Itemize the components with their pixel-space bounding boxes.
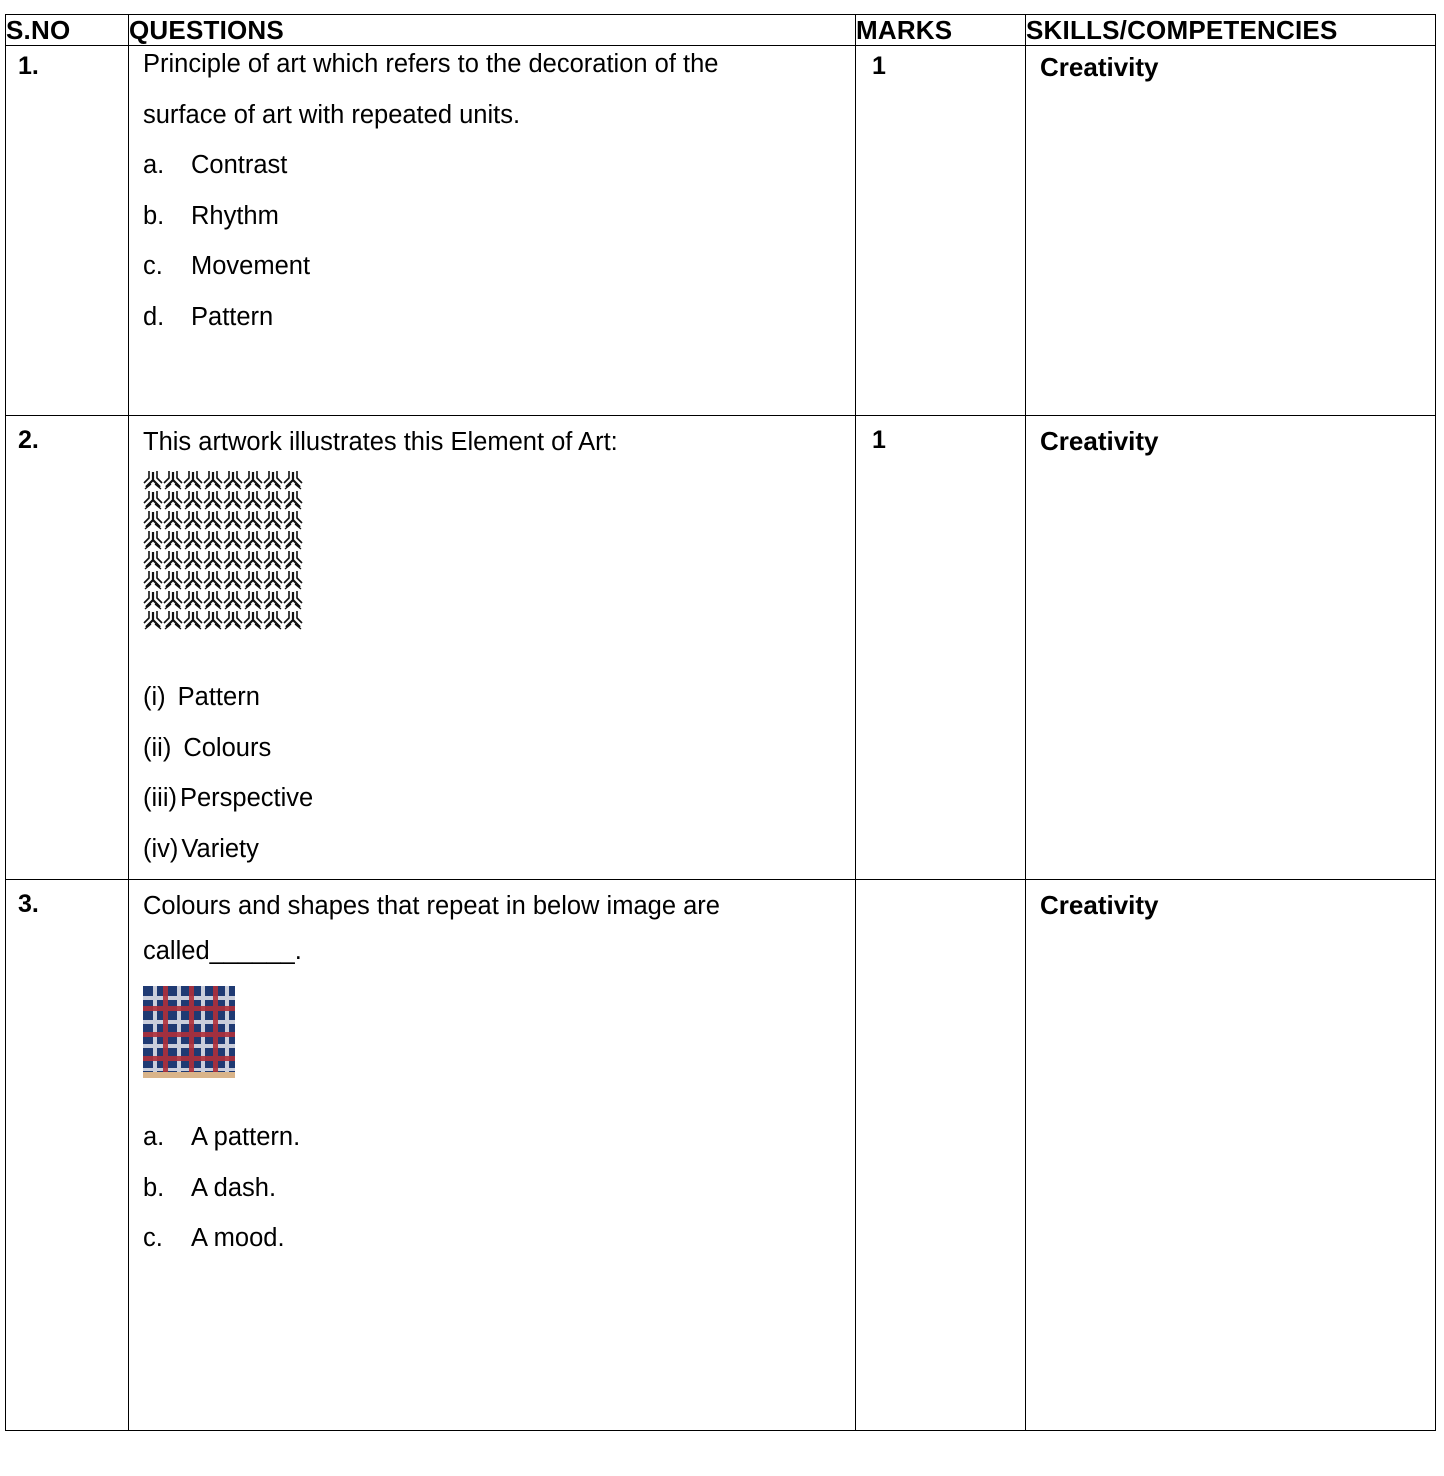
option (143, 1213, 855, 1264)
option (143, 824, 855, 875)
spacer (143, 1078, 855, 1112)
option (143, 292, 855, 343)
option-text: A dash. (191, 1173, 277, 1202)
row-skill: Creativity (1026, 46, 1436, 416)
header-marks: MARKS (856, 15, 1026, 46)
option (143, 241, 855, 292)
row-sno: 3. (6, 880, 129, 1431)
option-text: Variety (181, 834, 259, 863)
question-table (5, 14, 1436, 1431)
option (143, 1112, 855, 1163)
option-label: a. (143, 151, 165, 179)
option (143, 1163, 855, 1214)
row-marks: 1 (856, 46, 1026, 416)
spacer (143, 630, 855, 672)
option-text: Rhythm (191, 201, 279, 230)
row-skill: Creativity (1026, 880, 1436, 1431)
question-text: Principle of art which refers to the decoration of the (143, 50, 719, 78)
question-cell (129, 416, 856, 880)
option-label: a. (143, 1123, 165, 1151)
option-text: A mood. (191, 1224, 285, 1252)
option-label: (ii) (143, 733, 172, 762)
row-marks (856, 880, 1026, 1431)
plaid-fabric-image (143, 986, 235, 1078)
option-text: Contrast (191, 151, 288, 179)
option-label: b. (143, 1173, 165, 1202)
geometric-pattern-image (143, 470, 303, 630)
option-label: d. (143, 302, 165, 331)
option (143, 140, 855, 191)
table-row (6, 880, 1436, 1431)
options-list (143, 1112, 855, 1264)
option (143, 672, 855, 723)
option-text: Movement (191, 252, 311, 280)
option-label: (i) (143, 683, 166, 711)
table-row (6, 46, 1436, 416)
option (143, 773, 855, 824)
option-label: c. (143, 1224, 163, 1252)
question-text: Colours and shapes that repeat in below image are (143, 892, 720, 920)
option (143, 191, 855, 242)
option-label: (iv) (143, 834, 179, 863)
question-cell (129, 880, 856, 1431)
option-text: Colours (183, 733, 272, 762)
option-label: (iii) (143, 784, 177, 812)
header-sno: S.NO (6, 15, 129, 46)
option (143, 723, 855, 774)
question-text: called______. (143, 937, 302, 965)
header-questions: QUESTIONS (129, 15, 856, 46)
option-label: c. (143, 252, 163, 280)
option-text: A pattern. (191, 1123, 301, 1151)
options-list (143, 672, 855, 874)
row-skill: Creativity (1026, 416, 1436, 880)
header-skills: SKILLS/COMPETENCIES (1026, 15, 1436, 46)
question-text: surface of art with repeated units. (143, 100, 521, 129)
table-row (6, 416, 1436, 880)
option-text: Perspective (179, 784, 314, 812)
header-row (6, 15, 1436, 46)
question-text: This artwork illustrates this Element of Art: (143, 428, 618, 456)
question-cell (129, 46, 856, 416)
option-label: b. (143, 201, 165, 230)
row-sno: 2. (6, 416, 129, 880)
option-text: Pattern (191, 302, 274, 331)
row-marks: 1 (856, 416, 1026, 880)
option-text: Pattern (177, 683, 260, 711)
row-sno: 1. (6, 46, 129, 416)
